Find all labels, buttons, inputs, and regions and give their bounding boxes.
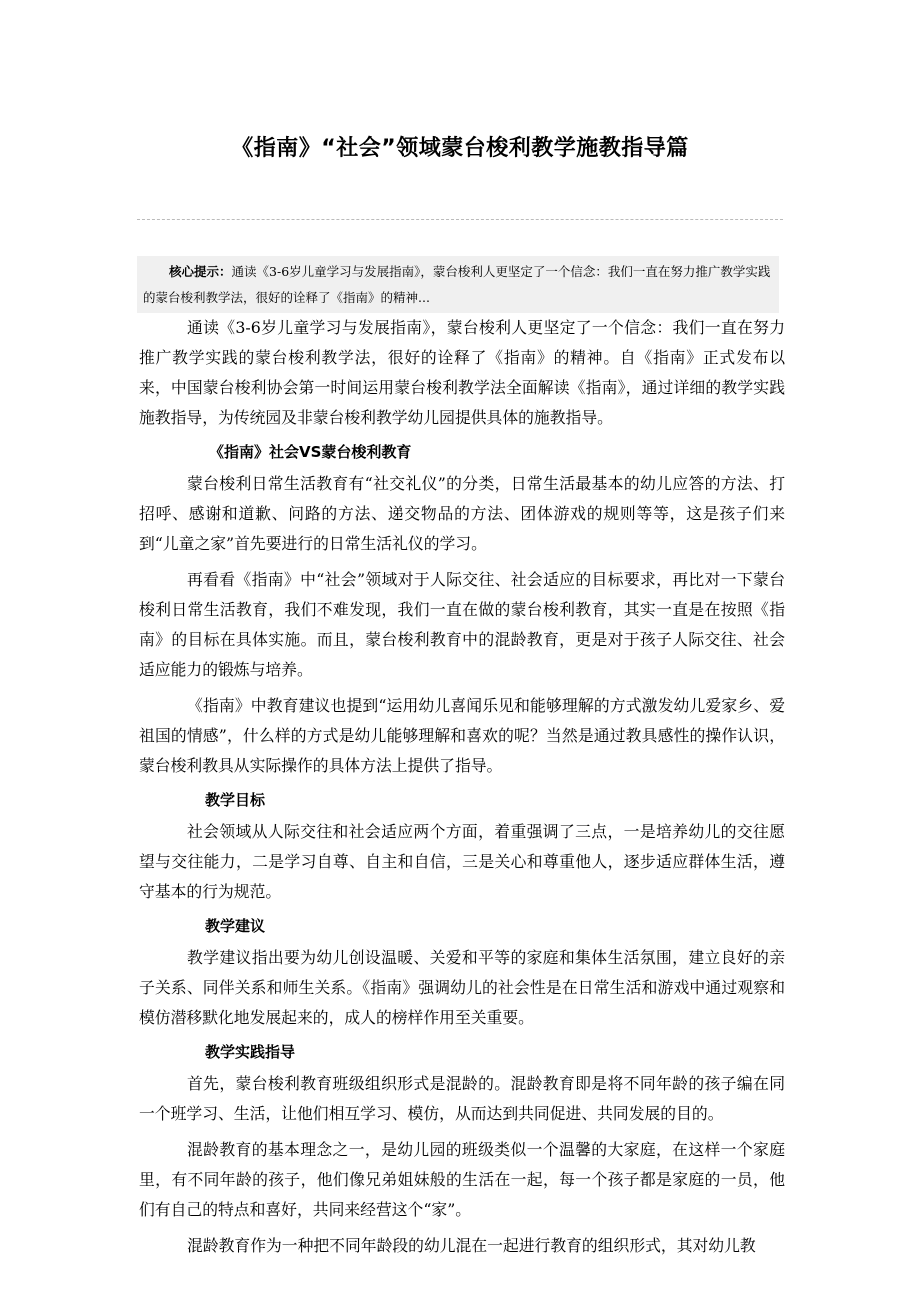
section-heading-practice: 教学实践指导: [205, 1043, 296, 1061]
article-body: [139, 313, 785, 1267]
summary-label: 核心提示：: [169, 264, 232, 279]
paragraph-8: 混龄教育作为一种把不同年龄段的幼儿混在一起进行教育的组织形式，其对幼儿教: [187, 1236, 756, 1255]
section-heading-advice: 教学建议: [205, 917, 266, 935]
paragraph-5: 教学建议指出要为幼儿创设温暖、关爱和平等的家庭和集体生活氛围，建立良好的亲子关系、同伴关系和师生关系。《指南》强调幼儿的社会性是在日常生活和游戏中通过观察和模仿潜移默化地发展起来的，成人的榜样作用至关重要。: [139, 948, 785, 1027]
intro-paragraph: 通读《3-6岁儿童学习与发展指南》，蒙台梭利人更坚定了一个信念：我们一直在努力推广教学实践的蒙台梭利教学法，很好的诠释了《指南》的精神。自《指南》正式发布以来，中国蒙台梭利协会第一时间运用蒙台梭利教学法全面解读《指南》，通过详细的教学实践施教指导，为传统园及非蒙台梭利教学幼儿园提供具体的施教指导。: [139, 318, 785, 427]
dashed-divider: [137, 219, 783, 220]
paragraph-3: 《指南》中教育建议也提到“运用幼儿喜闻乐见和能够理解的方式激发幼儿爱家乡、爱祖国的情感”，什么样的方式是幼儿能够理解和喜欢的呢？当然是通过教具感性的操作认识，蒙台梭利教具从实际操作的具体方法上提供了指导。: [139, 696, 785, 775]
paragraph-1: 蒙台梭利日常生活教育有“社交礼仪”的分类，日常生活最基本的幼儿应答的方法、打招呼、感谢和道歉、问路的方法、递交物品的方法、团体游戏的规则等等，这是孩子们来到“儿童之家”首先要进行的日常生活礼仪的学习。: [139, 474, 785, 553]
page-title: 《指南》“社会”领域蒙台梭利教学施教指导篇: [231, 136, 689, 161]
paragraph-4: 社会领域从人际交往和社会适应两个方面，着重强调了三点，一是培养幼儿的交往愿望与交往能力，二是学习自尊、自主和自信，三是关心和尊重他人，逐步适应群体生活，遵守基本的行为规范。: [139, 822, 785, 901]
paragraph-2: 再看看《指南》中“社会”领域对于人际交往、社会适应的目标要求，再比对一下蒙台梭利日常生活教育，我们不难发现，我们一直在做的蒙台梭利教育，其实一直是在按照《指南》的目标在具体实施。而且，蒙台梭利教育中的混龄教育，更是对于孩子人际交往、社会适应能力的锻炼与培养。: [139, 570, 785, 679]
section-heading-goal: 教学目标: [205, 791, 266, 809]
paragraph-6: 首先，蒙台梭利教育班级组织形式是混龄的。混龄教育即是将不同年龄的孩子编在同一个班学习、生活，让他们相互学习、模仿，从而达到共同促进、共同发展的目的。: [139, 1074, 785, 1123]
summary-text: 通读《3-6岁儿童学习与发展指南》，蒙台梭利人更坚定了一个信念：我们一直在努力推广教学实践的蒙台梭利教学法，很好的诠释了《指南》的精神...: [143, 264, 771, 305]
paragraph-7: 混龄教育的基本理念之一，是幼儿园的班级类似一个温馨的大家庭，在这样一个家庭里，有不同年龄的孩子，他们像兄弟姐妹般的生活在一起，每一个孩子都是家庭的一员，他们有自己的特点和喜好，共同来经营这个“家”。: [139, 1140, 785, 1219]
summary-box: [137, 256, 779, 313]
section-heading-vs: 《指南》社会VS蒙台梭利教育: [209, 443, 412, 461]
